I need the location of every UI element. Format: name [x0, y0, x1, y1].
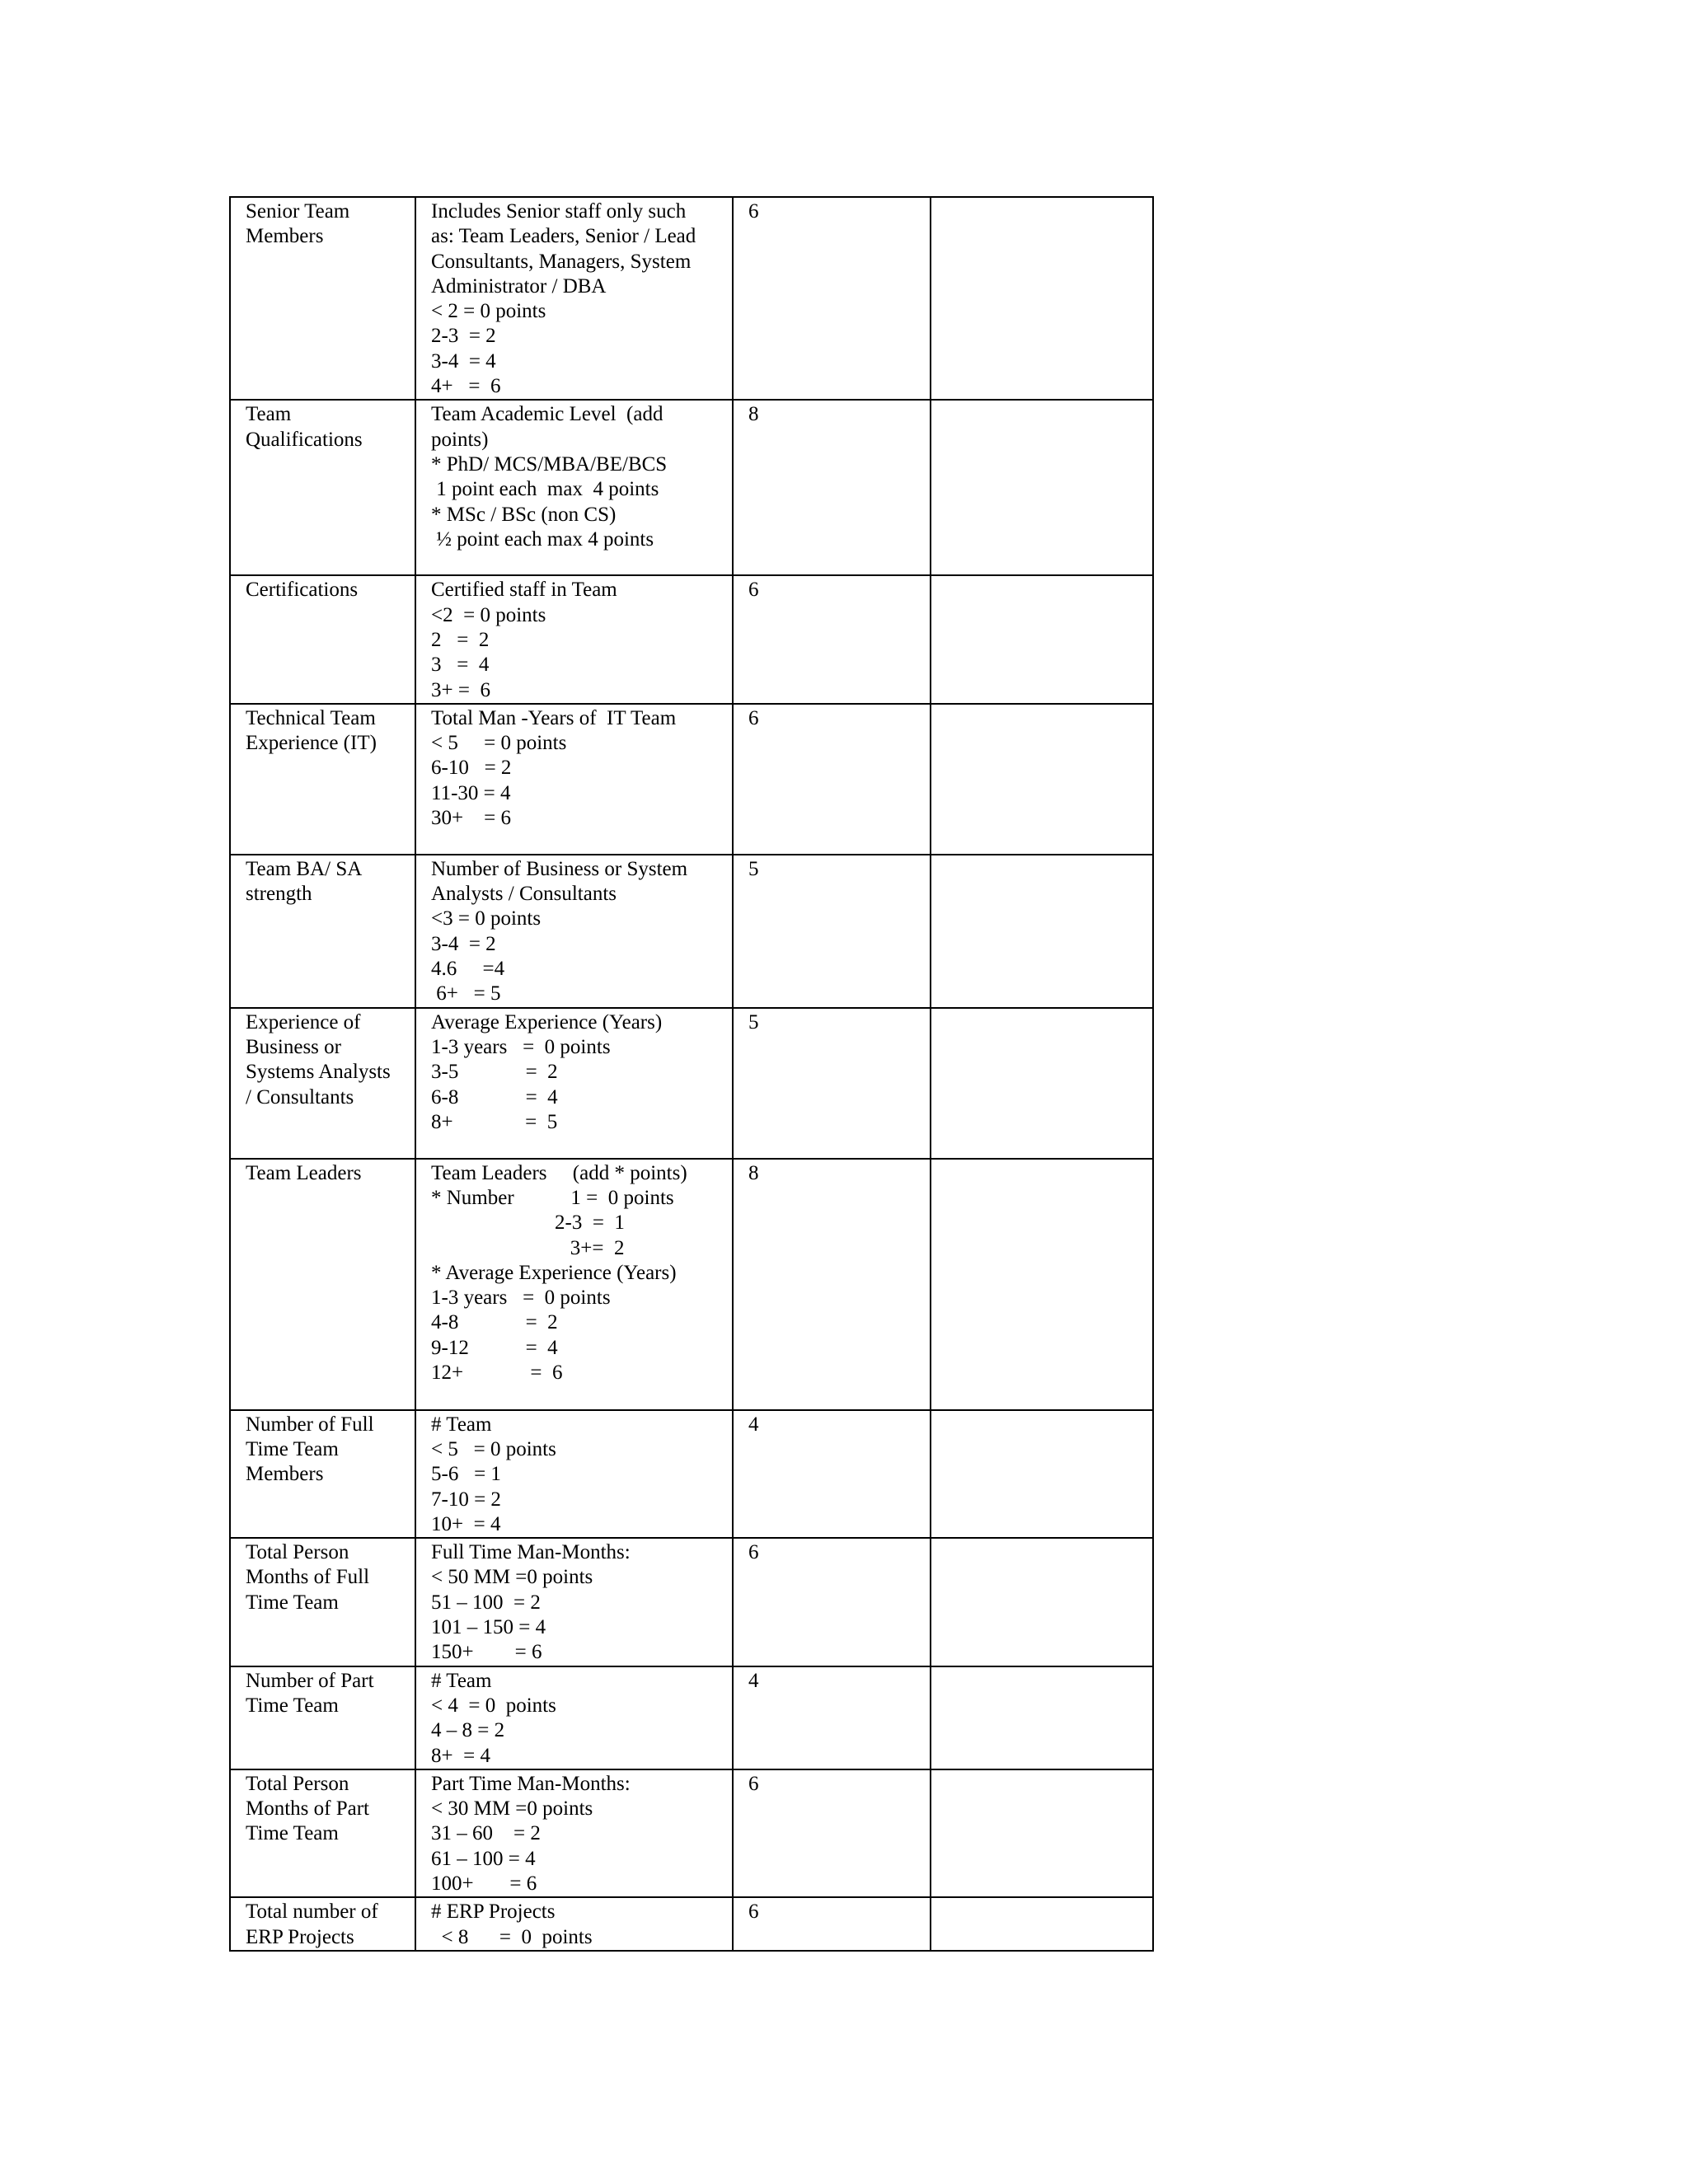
- max-points-cell: [733, 1159, 931, 1410]
- description-cell-line: Number of Business or System: [431, 857, 688, 880]
- description-cell: [415, 575, 733, 703]
- description-cell-line: Includes Senior staff only such: [431, 200, 687, 223]
- criterion-cell-line: / Consultants: [246, 1085, 354, 1108]
- score-value: [946, 1669, 1152, 1694]
- description-cell-line: * MSc / BSc (non CS): [431, 503, 617, 526]
- description-cell-line: 61 – 100 = 4: [431, 1847, 536, 1870]
- max-points-value: 6: [748, 200, 759, 223]
- max-points-value: 6: [748, 579, 759, 602]
- score-cell: [931, 1159, 1153, 1410]
- description-cell-line: 3-5 = 2: [431, 1061, 558, 1084]
- table-row: [230, 1159, 1153, 1410]
- max-points-value: 6: [748, 1541, 759, 1564]
- max-points-value: 6: [748, 1900, 759, 1924]
- criterion-cell-line: Total number of: [246, 1900, 378, 1924]
- max-points-cell: [733, 1538, 931, 1666]
- description-cell-line: 7-10 = 2: [431, 1488, 501, 1511]
- criterion-cell-line: Qualifications: [246, 428, 363, 451]
- max-points-cell: [733, 197, 931, 400]
- score-cell: [931, 1008, 1153, 1159]
- description-cell-line: Consultants, Managers, System: [431, 250, 692, 273]
- table-row: [230, 197, 1153, 400]
- max-points-value: 5: [748, 1010, 759, 1033]
- description-cell-line: * Average Experience (Years): [431, 1261, 677, 1284]
- table-row: [230, 1538, 1153, 1666]
- description-cell-line: # Team: [431, 1669, 492, 1692]
- criterion-cell-line: Time Team: [246, 1822, 339, 1845]
- score-value: [946, 1900, 1152, 1924]
- criterion-cell: [230, 400, 415, 575]
- max-points-value: 8: [748, 403, 759, 426]
- max-points-value: 8: [748, 1161, 759, 1184]
- table-row: [230, 1666, 1153, 1769]
- max-points-value: 4: [748, 1413, 759, 1436]
- criterion-cell-line: Number of Full: [246, 1413, 374, 1436]
- description-cell-line: 4.6 =4: [431, 958, 505, 981]
- description-cell-line: Full Time Man-Months:: [431, 1541, 631, 1564]
- criterion-cell-line: Time Team: [246, 1591, 339, 1614]
- description-cell-line: 6+ = 5: [431, 982, 501, 1005]
- table-row: [230, 400, 1153, 575]
- description-cell-line: Analysts / Consultants: [431, 883, 617, 906]
- score-value: [946, 1010, 1152, 1035]
- description-cell-line: < 4 = 0 points: [431, 1694, 556, 1717]
- description-cell-line: 100+ = 6: [431, 1872, 537, 1895]
- description-cell-line: 9-12 = 4: [431, 1336, 558, 1359]
- description-cell-line: <2 = 0 points: [431, 603, 546, 626]
- description-cell-line: * Number 1 = 0 points: [431, 1186, 674, 1209]
- criterion-cell-line: Members: [246, 1463, 324, 1486]
- evaluation-criteria-table: [229, 196, 1154, 1952]
- score-cell: [931, 1538, 1153, 1666]
- description-cell-line: 1-3 years = 0 points: [431, 1286, 611, 1310]
- table-row: [230, 575, 1153, 703]
- description-cell: [415, 400, 733, 575]
- criterion-cell-line: Business or: [246, 1035, 341, 1058]
- criterion-cell: [230, 575, 415, 703]
- criterion-cell: [230, 1159, 415, 1410]
- description-cell-line: 51 – 100 = 2: [431, 1591, 541, 1614]
- max-points-value: 6: [748, 1772, 759, 1795]
- score-value: [946, 857, 1152, 882]
- description-cell: [415, 1769, 733, 1897]
- description-cell-line: 3-4 = 4: [431, 349, 496, 373]
- description-cell-line: 3+= 2: [431, 1236, 625, 1259]
- criterion-cell-line: Experience (IT): [246, 732, 377, 755]
- description-cell: [415, 197, 733, 400]
- table-row: [230, 704, 1153, 855]
- max-points-value: 5: [748, 857, 759, 880]
- description-cell-line: 6-10 = 2: [431, 757, 512, 780]
- description-cell-line: 6-8 = 4: [431, 1085, 558, 1108]
- criterion-cell-line: Total Person: [246, 1772, 349, 1795]
- description-cell-line: 3-4 = 2: [431, 932, 496, 955]
- description-cell-line: <3 = 0 points: [431, 907, 542, 930]
- max-points-cell: [733, 1769, 931, 1897]
- score-cell: [931, 197, 1153, 400]
- description-cell-line: * PhD/ MCS/MBA/BE/BCS: [431, 452, 668, 476]
- score-value: [946, 1413, 1152, 1437]
- max-points-cell: [733, 1666, 931, 1769]
- description-cell-line: 3+ = 6: [431, 678, 490, 701]
- criterion-cell-line: ERP Projects: [246, 1925, 354, 1948]
- criterion-cell-line: Experience of: [246, 1010, 361, 1033]
- max-points-cell: [733, 575, 931, 703]
- score-cell: [931, 1897, 1153, 1951]
- score-cell: [931, 575, 1153, 703]
- score-value: [946, 578, 1152, 602]
- description-cell-line: 5-6 = 1: [431, 1463, 501, 1486]
- description-cell-line: Certified staff in Team: [431, 579, 617, 602]
- score-cell: [931, 400, 1153, 575]
- description-cell-line: 8+ = 4: [431, 1744, 490, 1767]
- description-cell-line: 101 – 150 = 4: [431, 1616, 546, 1639]
- description-cell-line: 30+ = 6: [431, 807, 511, 830]
- criterion-cell: [230, 1410, 415, 1538]
- description-cell-line: 10+ = 4: [431, 1512, 501, 1535]
- criterion-cell-line: Senior Team: [246, 200, 350, 223]
- description-cell-line: 11-30 = 4: [431, 781, 511, 804]
- criterion-cell-line: Time Team: [246, 1437, 339, 1460]
- description-cell-line: 4+ = 6: [431, 375, 501, 398]
- description-cell: [415, 1538, 733, 1666]
- criterion-cell: [230, 197, 415, 400]
- description-cell-line: 12+ = 6: [431, 1361, 563, 1385]
- score-cell: [931, 1410, 1153, 1538]
- description-cell-line: Administrator / DBA: [431, 274, 607, 298]
- description-cell-line: < 5 = 0 points: [431, 732, 567, 755]
- description-cell-line: Average Experience (Years): [431, 1010, 663, 1033]
- score-value: [946, 706, 1152, 731]
- criterion-cell: [230, 855, 415, 1008]
- description-cell: [415, 704, 733, 855]
- description-cell-line: < 30 MM =0 points: [431, 1797, 593, 1821]
- description-cell-line: points): [431, 428, 489, 451]
- criterion-cell: [230, 1769, 415, 1897]
- description-cell-line: < 8 = 0 points: [431, 1925, 593, 1948]
- description-cell-line: 8+ = 5: [431, 1110, 558, 1133]
- criterion-cell-line: Total Person: [246, 1541, 349, 1564]
- description-cell-line: 4 – 8 = 2: [431, 1719, 505, 1742]
- score-cell: [931, 1666, 1153, 1769]
- description-cell-line: 1 point each max 4 points: [431, 478, 659, 501]
- max-points-cell: [733, 1410, 931, 1538]
- table-row: [230, 1769, 1153, 1897]
- description-cell-line: 4-8 = 2: [431, 1311, 558, 1334]
- criterion-cell-line: Certifications: [246, 579, 359, 602]
- evaluation-criteria-sheet: [229, 196, 1152, 1952]
- criterion-cell-line: Months of Part: [246, 1797, 369, 1821]
- criterion-cell: [230, 1538, 415, 1666]
- criterion-cell: [230, 1008, 415, 1159]
- description-cell-line: 3 = 4: [431, 654, 490, 677]
- description-cell: [415, 855, 733, 1008]
- max-points-cell: [733, 1897, 931, 1951]
- table-row: [230, 1410, 1153, 1538]
- criterion-cell: [230, 1897, 415, 1951]
- description-cell-line: < 2 = 0 points: [431, 300, 546, 323]
- score-cell: [931, 855, 1153, 1008]
- description-cell-line: 31 – 60 = 2: [431, 1822, 541, 1845]
- table-row: [230, 855, 1153, 1008]
- criterion-cell-line: Team Leaders: [246, 1161, 362, 1184]
- score-value: [946, 199, 1152, 224]
- description-cell: [415, 1008, 733, 1159]
- criterion-cell-line: Team: [246, 403, 292, 426]
- description-cell-line: < 50 MM =0 points: [431, 1566, 593, 1589]
- description-cell: [415, 1159, 733, 1410]
- score-cell: [931, 1769, 1153, 1897]
- description-cell-line: 2-3 = 1: [431, 1212, 625, 1235]
- criterion-cell: [230, 704, 415, 855]
- criterion-cell-line: Systems Analysts: [246, 1061, 391, 1084]
- criterion-cell-line: Team BA/ SA: [246, 857, 363, 880]
- description-cell-line: 150+ = 6: [431, 1641, 542, 1664]
- criterion-cell-line: Technical Team: [246, 706, 376, 729]
- description-cell-line: 1-3 years = 0 points: [431, 1035, 611, 1058]
- criterion-cell-line: Months of Full: [246, 1566, 370, 1589]
- description-cell-line: # ERP Projects: [431, 1900, 556, 1924]
- table-row: [230, 1008, 1153, 1159]
- description-cell-line: 2-3 = 2: [431, 325, 496, 348]
- max-points-cell: [733, 400, 931, 575]
- score-value: [946, 1540, 1152, 1565]
- score-value: [946, 1772, 1152, 1797]
- description-cell-line: 2 = 2: [431, 628, 490, 651]
- max-points-cell: [733, 1008, 931, 1159]
- description-cell-line: # Team: [431, 1413, 492, 1436]
- criterion-cell-line: strength: [246, 883, 312, 906]
- criterion-cell-line: Members: [246, 225, 324, 248]
- description-cell: [415, 1666, 733, 1769]
- score-value: [946, 402, 1152, 427]
- max-points-value: 6: [748, 706, 759, 729]
- description-cell-line: Team Academic Level (add: [431, 403, 663, 426]
- description-cell-line: as: Team Leaders, Senior / Lead: [431, 225, 696, 248]
- description-cell-line: ½ point each max 4 points: [431, 527, 654, 551]
- criterion-cell: [230, 1666, 415, 1769]
- description-cell-line: Part Time Man-Months:: [431, 1772, 631, 1795]
- score-cell: [931, 704, 1153, 855]
- max-points-cell: [733, 855, 931, 1008]
- table-row: [230, 1897, 1153, 1951]
- criteria-table-body: [230, 197, 1153, 1951]
- description-cell-line: Team Leaders (add * points): [431, 1161, 687, 1184]
- description-cell: [415, 1897, 733, 1951]
- criterion-cell-line: Number of Part: [246, 1669, 374, 1692]
- criterion-cell-line: Time Team: [246, 1694, 339, 1717]
- description-cell-line: < 5 = 0 points: [431, 1437, 556, 1460]
- score-value: [946, 1161, 1152, 1186]
- description-cell-line: Total Man -Years of IT Team: [431, 706, 677, 729]
- description-cell: [415, 1410, 733, 1538]
- max-points-value: 4: [748, 1669, 759, 1692]
- max-points-cell: [733, 704, 931, 855]
